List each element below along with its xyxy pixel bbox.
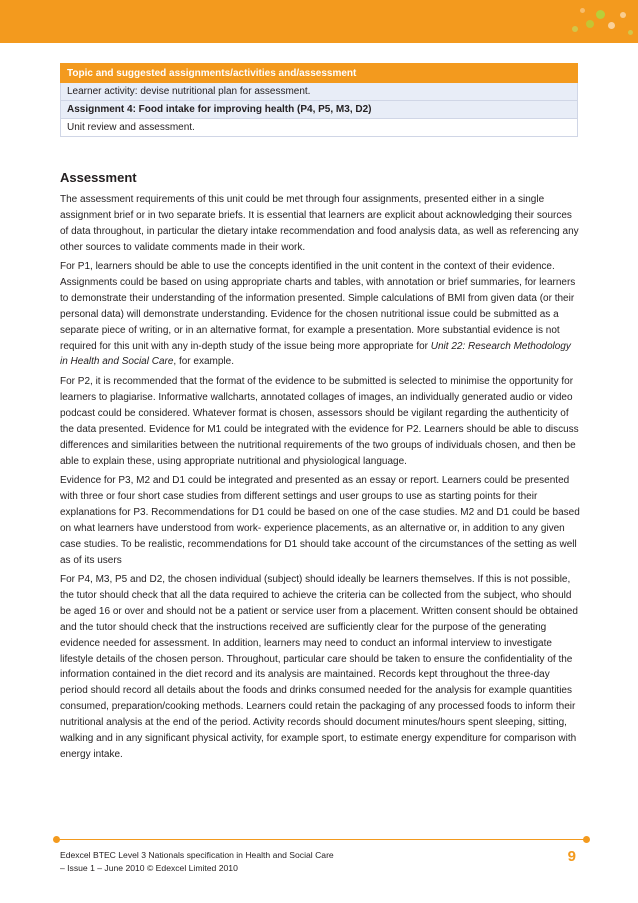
table-row [61,119,578,137]
decorative-dot [596,10,605,19]
top-banner [0,0,638,43]
paragraph-p3: Evidence for P3, M2 and D1 could be integrated and presented as an essay or report. Learners could be presented with three or four short case studies from different settings and user groups to use as starting points for their explanations for P3. Recommendations for D1 could be based on one of the case studies. M2 and D1 could be based on what learners have understood from work- experience placements, as an alternative or, in addition to any given case studies. To be realistic, recommendations for D1 should take account of the circumstances of the setting as well as of its users [60,475,580,566]
decorative-dot [628,30,633,35]
footer-dot-left [53,836,60,843]
decorative-dot [608,22,615,29]
table-header-row [61,64,578,83]
footer-line-2: – Issue 1 – June 2010 © Edexcel Limited 2010 [60,863,238,873]
footer-divider [56,839,586,840]
footer-text [60,849,390,875]
decorative-dot [620,12,626,18]
decorative-dot [580,8,585,13]
paragraph-p2: For P2, it is recommended that the format of the evidence to be submitted is selected to minimise the opportunity for learners to plagiarise. Informative wallcharts, annotated collages of images, an individually generated audio or video podcast could be considered. Whatever format is chosen, assessors should be vigilant regarding the authenticity of the data presented. Evidence for M1 could be integrated with the evidence for P2. Learners should be able to discuss differences and similarities between the nutritional requirements of the two groups of individuals chosen, and then be able to explain these, using appropriate nutritional and physiological language. [60,376,579,467]
paragraph-p1 [60,259,580,370]
table-row [61,101,578,119]
table-header: Topic and suggested assignments/activities and/assessment [61,64,578,83]
decorative-dot [586,20,594,28]
table-row [61,83,578,101]
paragraph-p1-end: , for example. [173,356,234,368]
page-number: 9 [567,848,576,865]
paragraph-p1-text: For P1, learners should be able to use the concepts identified in the unit content in the context of their evidence. Assignments could be based on using appropriate charts and tables, with annotation or brief summaries, for learners to demonstrate their understanding of the information presented. Simple calculations of BMI from given data (or their personal data) will demonstrate understanding. Evidence for the chosen nutritional issue could be submitted as a separate piece of writing, or in an alternative format, for example a presentation. More substantial evidence is not required for this unit with any in-depth study of the issue being more appropriate for [60,261,576,352]
assessment-section [60,170,580,767]
paragraph-p4: For P4, M3, P5 and D2, the chosen individual (subject) should ideally be learners themselves. If this is not possible, the tutor should check that all the data required to achieve the criteria can be collected from the subject, who should be aged 16 or over and should not be a patient or service user from a placement. Written consent should be obtained and the tutor should check that the instructions received are sufficiently clear for the purpose of the generating evidence needed for assessment. In addition, learners may need to conduct an informal interview to investigate lifestyle details of the chosen person. Throughout, particular care should be taken to ensure the confidentiality of the information contained in the diet record and its analysis are maintained. Records kept throughout the three-day period should record all details about the foods and drinks consumed needed for the analysis for example quantities consumed, preparation/cooking methods. Learners could retain the packaging of any processed foods to inform their nutritional analysis at the end of the period. Activity records should document minutes/hours spent sleeping, sitting, walking and in any significant physical activity, for example sport, to estimate energy expenditure for comparison with energy intake. [60,574,578,760]
topic-table [60,63,578,137]
paragraph-intro: The assessment requirements of this unit could be met through four assignments, presented either in a single assignment brief or in two separate briefs. It is essential that learners are explicit about acknowledging their sources of data throughout, in particular the dietary intake recommendation and food analysis data, as well as referencing any other sources to validate comments made in their work. [60,194,579,253]
table-cell-unit-review: Unit review and assessment. [61,119,578,137]
table-cell-assignment: Assignment 4: Food intake for improving health (P4, P5, M3, D2) [61,101,578,119]
assessment-heading: Assessment [60,170,137,185]
decorative-dot [572,26,578,32]
footer-dot-right [583,836,590,843]
table-cell-learner-activity: Learner activity: devise nutritional plan for assessment. [61,83,578,101]
unit-22-reference: Unit 22: Research Methodology in Health and Social Care [60,340,571,368]
footer-line-1: Edexcel BTEC Level 3 Nationals specification in Health and Social Care [60,850,334,860]
